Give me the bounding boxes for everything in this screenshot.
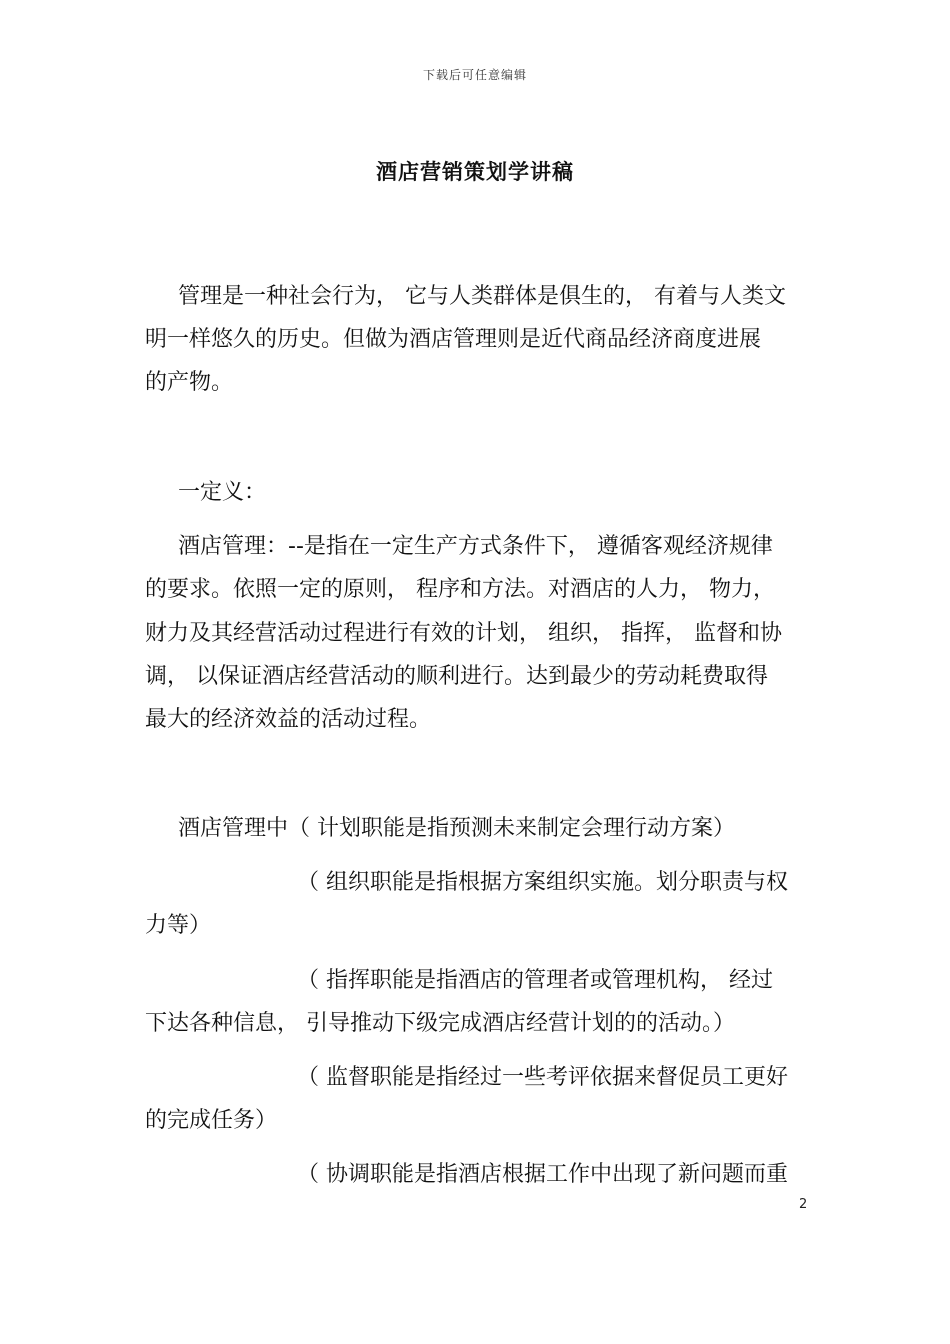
page-number: 2 [799,1197,808,1212]
body-line: （ 监督职能是指经过一些考评依据来督促员工更好 [297,1065,788,1090]
body-line: （ 指挥职能是指酒店的管理者或管理机构， 经过 [297,968,773,993]
body-line: 管理是一种社会行为， 它与人类群体是俱生的， 有着与人类文 [178,284,786,309]
document-title: 酒店营销策划学讲稿 [376,160,574,184]
body-line: 酒店管理：--是指在一定生产方式条件下， 遵循客观经济规律 [178,534,773,559]
body-line: 酒店管理中（ 计划职能是指预测未来制定会理行动方案） [178,816,735,841]
body-line: 的产物。 [145,370,234,395]
body-line: 最大的经济效益的活动过程。 [145,707,432,732]
body-line: 下达各种信息， 引导推动下级完成酒店经营计划的的活动。） [145,1011,735,1036]
body-line: 明一样悠久的历史。但做为酒店管理则是近代商品经济商度进展 [145,327,762,352]
section-heading: 一定义： [178,480,267,505]
header-note: 下载后可任意编辑 [422,68,527,82]
body-line: 调， 以保证酒店经营活动的顺利进行。达到最少的劳动耗费取得 [145,664,768,689]
body-line: 财力及其经营活动过程进行有效的计划， 组织， 指挥， 监督和协 [145,621,782,646]
body-line: （ 组织职能是指根据方案组织实施。划分职责与权 [297,870,788,895]
body-line: 力等） [145,913,212,938]
body-line: 的要求。依照一定的原则， 程序和方法。对酒店的人力， 物力， [145,577,775,602]
body-line: （ 协调职能是指酒店根据工作中出现了新问题而重 [297,1162,788,1187]
body-line: 的完成任务） [145,1108,278,1133]
